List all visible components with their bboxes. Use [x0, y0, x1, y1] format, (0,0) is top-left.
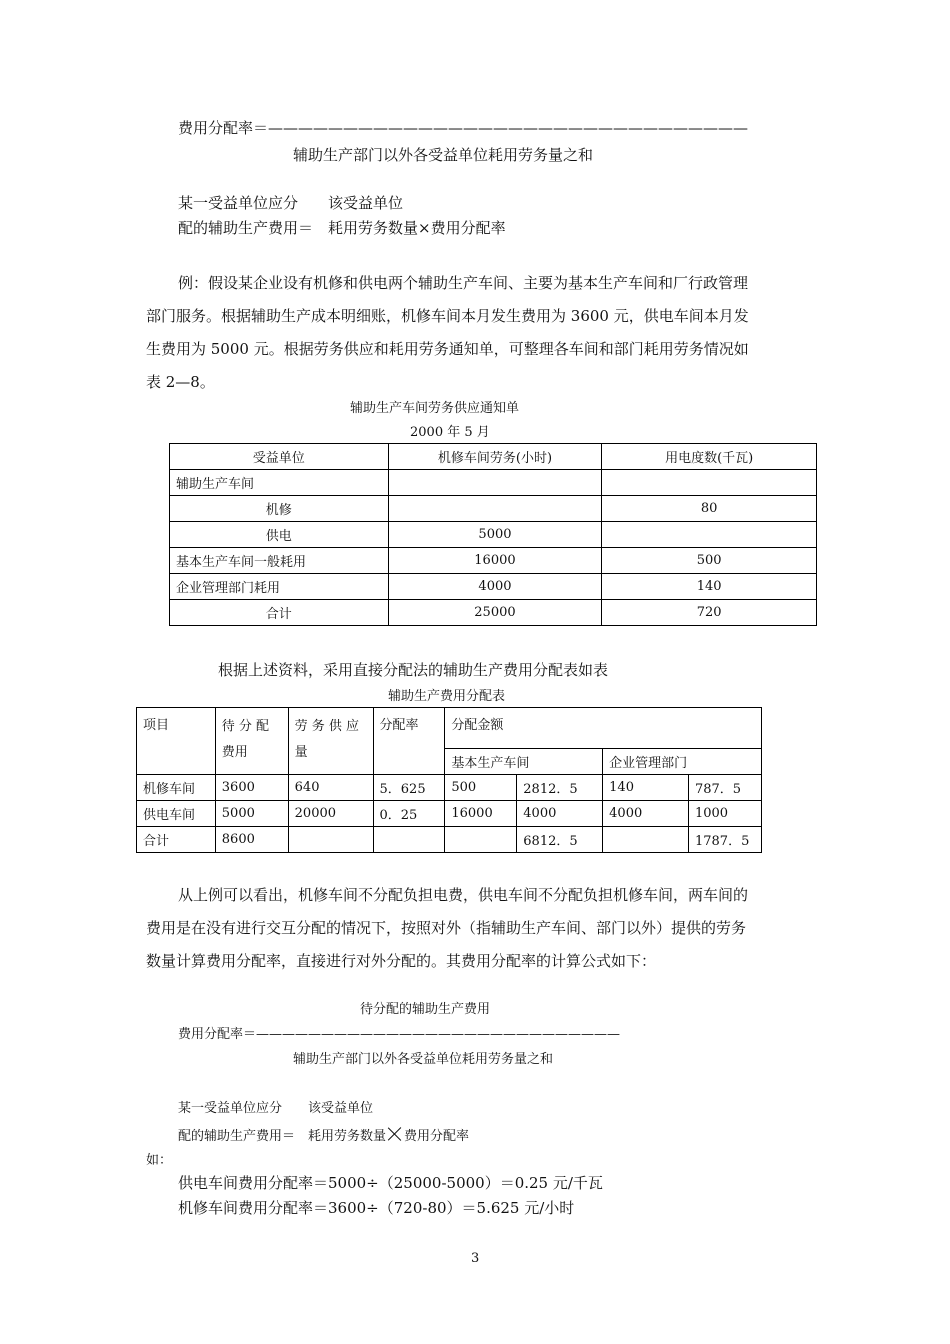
table-cell: 1000: [688, 801, 761, 827]
table-header-cell: 项目: [137, 708, 216, 775]
table-row: [170, 600, 817, 626]
table-cell: 5000: [388, 522, 602, 548]
table-header-cost: [215, 708, 288, 775]
table-cell: 20000: [288, 801, 373, 827]
table-cell: 500: [445, 775, 517, 801]
table-cell: 0．25: [373, 801, 445, 827]
table-cell: 720: [602, 600, 817, 626]
table-header-row: [137, 708, 762, 749]
table-cell: [445, 827, 517, 853]
formula-bottom-alloc-line2: [178, 1127, 469, 1146]
table-header-service-line2: 量: [294, 745, 308, 760]
table-cell: 辅助生产车间: [170, 470, 389, 496]
table-cell: 2812．5: [517, 775, 603, 801]
table-cell: 合计: [170, 600, 389, 626]
table-cell: [603, 827, 689, 853]
table2-intro: 根据上述资料，采用直接分配法的辅助生产费用分配表如表: [218, 661, 609, 679]
table-cell: 5000: [215, 801, 288, 827]
table-header-cell: 机修车间劳务(小时): [388, 444, 602, 470]
table-cell: 3600: [215, 775, 288, 801]
table-cell: 640: [288, 775, 373, 801]
table-cell: 供电: [170, 522, 389, 548]
table-row: [137, 801, 762, 827]
table-cell: 机修: [170, 496, 389, 522]
table-cell: 6812．5: [517, 827, 603, 853]
table-cell: 16000: [388, 548, 602, 574]
cost-allocation-table: [136, 707, 762, 853]
table-cell: [288, 827, 373, 853]
formula-bottom-alloc-line1: 某一受益单位应分 该受益单位: [178, 1101, 374, 1116]
table-cell: 1787．5: [688, 827, 761, 853]
table-row: [170, 522, 817, 548]
table-cell: 基本生产车间一般耗用: [170, 548, 389, 574]
table-row: [170, 470, 817, 496]
table-cell: 80: [602, 496, 817, 522]
table-cell: 机修车间: [137, 775, 216, 801]
example-label: 如：: [146, 1153, 173, 1168]
table-header-cell: 基本生产车间: [445, 749, 603, 775]
table-header-cell: 受益单位: [170, 444, 389, 470]
conclusion-line-2: 费用是在没有进行交互分配的情况下，按照对外（指辅助生产车间、部门以外）提供的劳务: [146, 919, 747, 937]
table-header-cost-line1: 待 分 配: [221, 719, 270, 734]
example-line-1: 例：假设某企业设有机修和供电两个辅助生产车间、主要为基本生产车间和厂行政管理: [178, 274, 749, 292]
table-cell: 140: [602, 574, 817, 600]
formula-top-denominator: 辅助生产部门以外各受益单位耗用劳务量之和: [293, 146, 594, 164]
table1-title: 辅助生产车间劳务供应通知单: [350, 401, 520, 416]
table1-date: 2000 年 5 月: [410, 425, 490, 440]
table-cell: [373, 827, 445, 853]
table-cell: 4000: [517, 801, 603, 827]
table-cell: 140: [603, 775, 689, 801]
table-header-cell: 企业管理部门: [603, 749, 762, 775]
table-cell: 供电车间: [137, 801, 216, 827]
table-cell: 8600: [215, 827, 288, 853]
service-supply-table: [169, 443, 817, 626]
table-header-row: [170, 444, 817, 470]
table-cell: [602, 522, 817, 548]
example-line-2: 部门服务。根据辅助生产成本明细账，机修车间本月发生费用为 3600 元，供电车间本月发: [146, 307, 749, 325]
example-line-4: 表 2—8。: [146, 373, 215, 391]
formula-bottom-label: 费用分配率＝————————————————————————————: [178, 1027, 621, 1042]
conclusion-line-1: 从上例可以看出，机修车间不分配负担电费，供电车间不分配负担机修车间，两车间的: [178, 886, 749, 904]
table-cell: 787．5: [688, 775, 761, 801]
table-cell: 5．625: [373, 775, 445, 801]
calc-repair-rate: 机修车间费用分配率＝3600÷（720-80）＝5.625 元/小时: [178, 1199, 575, 1217]
table-cell: 合计: [137, 827, 216, 853]
formula-bottom-denominator: 辅助生产部门以外各受益单位耗用劳务量之和: [293, 1052, 554, 1067]
table-cell: [388, 470, 602, 496]
example-line-3: 生费用为 5000 元。根据劳务供应和耗用劳务通知单，可整理各车间和部门耗用劳务情况如: [146, 340, 749, 358]
page-number: 3: [471, 1251, 480, 1266]
table-row: [137, 827, 762, 853]
conclusion-line-3: 数量计算费用分配率，直接进行对外分配的。其费用分配率的计算公式如下：: [146, 952, 657, 970]
table-cell: [602, 470, 817, 496]
table-row: [170, 496, 817, 522]
table-row: [170, 548, 817, 574]
table-header-service: [288, 708, 373, 775]
table-header-cell: 用电度数(千瓦): [602, 444, 817, 470]
table2-title: 辅助生产费用分配表: [388, 689, 506, 704]
table-cell: 500: [602, 548, 817, 574]
table-header-cell: 分配率: [373, 708, 445, 775]
formula-bottom-alloc-rate: 费用分配率: [404, 1129, 470, 1144]
multiply-icon: [388, 1127, 402, 1141]
formula-top-alloc-line2: 配的辅助生产费用＝ 耗用劳务数量×费用分配率: [178, 219, 506, 237]
table-cell: 企业管理部门耗用: [170, 574, 389, 600]
calc-power-rate: 供电车间费用分配率＝5000÷（25000-5000）＝0.25 元/千瓦: [178, 1174, 603, 1192]
formula-top-label: 费用分配率＝————————————————————————————————: [178, 119, 749, 137]
table-cell: 25000: [388, 600, 602, 626]
formula-bottom-numerator: 待分配的辅助生产费用: [360, 1002, 491, 1017]
formula-top-alloc-line1: 某一受益单位应分 该受益单位: [178, 194, 404, 212]
formula-bottom-alloc-text: 配的辅助生产费用＝ 耗用劳务数量: [178, 1129, 387, 1144]
table-row: [170, 574, 817, 600]
table-cell: 4000: [603, 801, 689, 827]
table-cell: 16000: [445, 801, 517, 827]
table-header-cell: 分配金额: [445, 708, 762, 749]
table-row: [137, 775, 762, 801]
table-cell: 4000: [388, 574, 602, 600]
table-cell: [388, 496, 602, 522]
table-header-cost-line2: 费用: [221, 745, 248, 760]
table-header-service-line1: 劳 务 供 应: [294, 719, 360, 734]
